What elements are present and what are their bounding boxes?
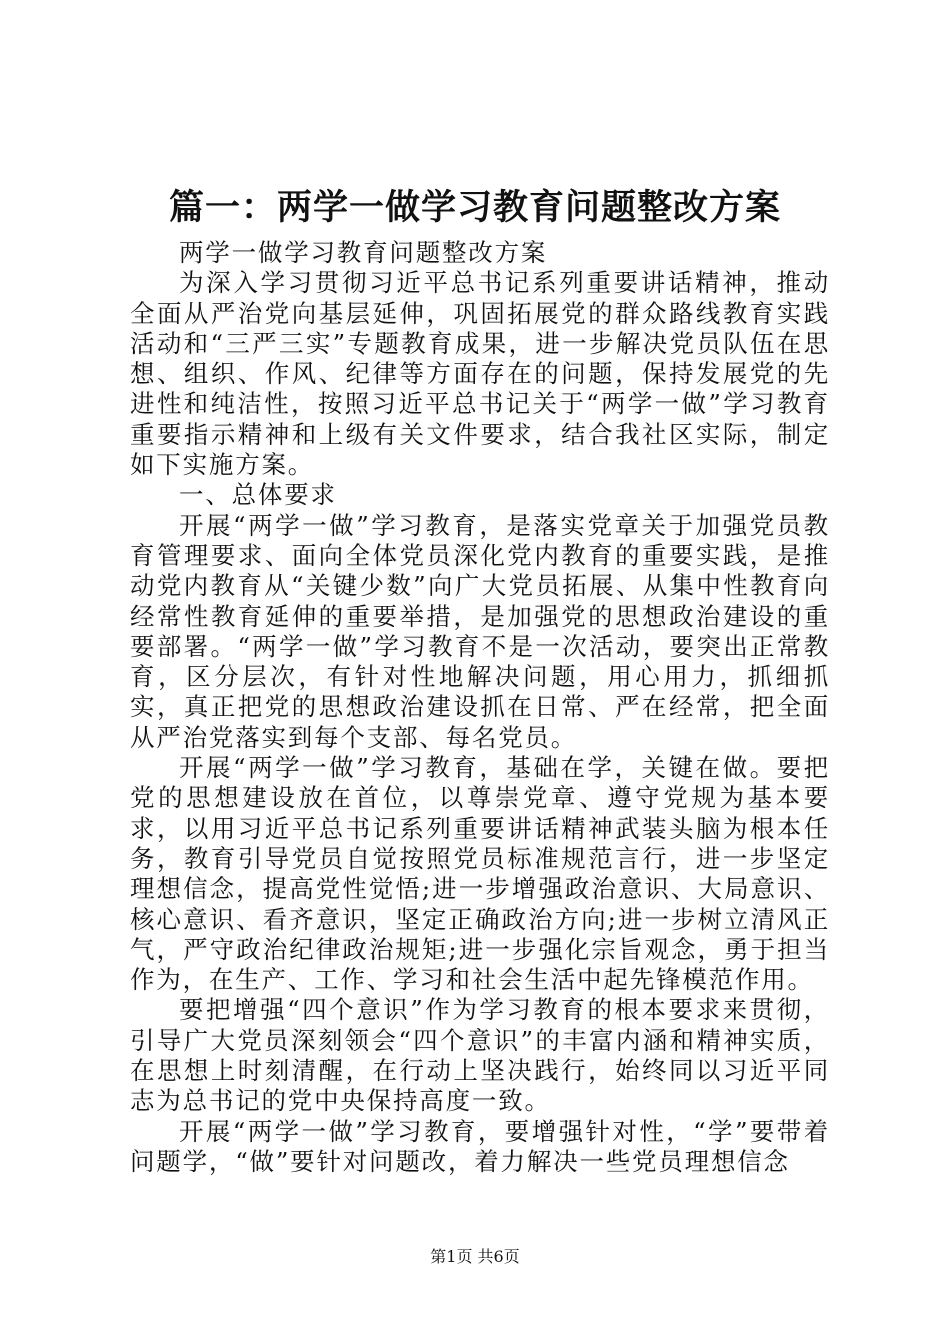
paragraph-subtitle: 两学一做学习教育问题整改方案 [179, 238, 548, 267]
paragraph: 开展“两学一做”学习教育，基础在学，关键在做。要把党的思想建设放在首位，以尊崇党章、遵守党规为基本要求，以用习近平总书记系列重要讲话精神武装头脑为根本任务，教育引导党员自觉按照党员标准规范言行，进一步坚定理想信念，提高党性觉悟;进一步增强政治意识、大局意识、核心意识、看齐意识，坚定正确政治方向;进一步树立清风正气，严守政治纪律政治规矩;进一步强化宗旨观念，勇于担当作为，在生产、工作、学习和社会生活中起先锋模范作用。 [130, 753, 830, 995]
document-body [130, 238, 830, 1177]
document-title: 篇一：两学一做学习教育问题整改方案 [168, 187, 781, 228]
paragraph: 开展“两学一做”学习教育，要增强针对性，“学”要带着问题学，“做”要针对问题改，着力解决一些党员理想信念 [130, 1116, 830, 1176]
paragraph: 开展“两学一做”学习教育，是落实党章关于加强党员教育管理要求、面向全体党员深化党内教育的重要实践，是推动党内教育从“关键少数”向广大党员拓展、从集中性教育向经常性教育延伸的重要举措，是加强党的思想政治建设的重要部署。“两学一做”学习教育不是一次活动，要突出正常教育，区分层次，有针对性地解决问题，用心用力，抓细抓实，真正把党的思想政治建设抓在日常、严在经常，把全面从严治党落实到每个支部、每名党员。 [130, 510, 830, 752]
page-footer: 第1页 共6页 [430, 1247, 520, 1266]
section-heading: 一、总体要求 [179, 480, 337, 510]
paragraph-intro: 为深入学习贯彻习近平总书记系列重要讲话精神，推动全面从严治党向基层延伸，巩固拓展党的群众路线教育实践活动和“三严三实”专题教育成果，进一步解决党员队伍在思想、组织、作风、纪律等方面存在的问题，保持发展党的先进性和纯洁性，按照习近平总书记关于“两学一做”学习教育重要指示精神和上级有关文件要求，结合我社区实际，制定如下实施方案。 [130, 268, 830, 480]
paragraph: 要把增强“四个意识”作为学习教育的根本要求来贯彻，引导广大党员深刻领会“四个意识”的丰富内涵和精神实质，在思想上时刻清醒，在行动上坚决践行，始终同以习近平同志为总书记的党中央保持高度一致。 [130, 995, 830, 1116]
